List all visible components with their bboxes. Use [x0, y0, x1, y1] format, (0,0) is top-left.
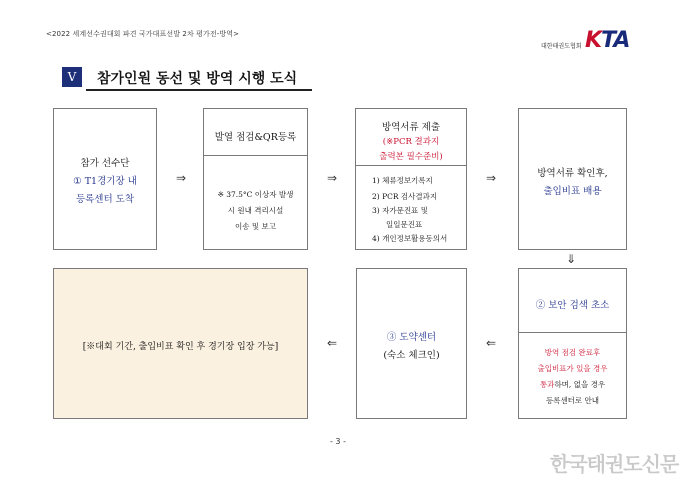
step-hotel-line2: (숙소 체크인): [383, 350, 440, 361]
documents-item: 3) 자가문진표 및: [372, 206, 428, 215]
step-fever-check-box: [203, 108, 308, 250]
section-underline: [86, 89, 312, 91]
step-arrival-line3: 등록센터 도착: [75, 194, 135, 205]
step-documents-print-note: 출력본 필수준비): [379, 152, 443, 162]
section-badge: V: [62, 67, 82, 87]
entry-notice-box: [53, 268, 308, 419]
step-fever-note3: 이송 및 보고: [235, 222, 276, 231]
step-security-line4: 등록센터로 안내: [545, 396, 600, 405]
arrow-left-2: ⇐: [327, 336, 338, 350]
step-documents-box: [355, 108, 467, 250]
documents-item: 2) PCR 검사결과지: [372, 192, 438, 201]
section-title: 참가인원 동선 및 방역 시행 도식: [97, 71, 298, 87]
step-arrival-box: [53, 108, 157, 250]
step-documents-title: 방역서류 제출: [381, 122, 441, 133]
arrow-down: ⇓: [566, 252, 577, 266]
documents-item: 일일문진표: [386, 220, 423, 229]
step-hotel-line1: ③ 도약센터: [386, 332, 437, 343]
step-fever-check-title: 발열 점검&QR등록: [214, 132, 297, 143]
step-pass-issue-line1: 방역서류 확인후,: [537, 168, 608, 179]
step-pass-issue-box: [518, 108, 627, 250]
step-security-line3: 통과하며, 없을 경우: [539, 380, 606, 389]
watermark: 한국태권도신문: [550, 452, 679, 476]
entry-notice-text: [※대회 기간, 출입비표 확인 후 경기장 입장 가능]: [82, 342, 279, 352]
arrow-right-1: ⇒: [176, 171, 187, 185]
step-security-red2: 출입비표가 있을 경우: [537, 364, 608, 373]
step-security-red1: 방역 점검 완료후: [544, 348, 601, 357]
step-security-box: [518, 268, 627, 419]
step-documents-pcr-note: (※PCR 결과지: [382, 137, 440, 147]
arrow-right-2: ⇒: [327, 171, 338, 185]
arrow-right-3: ⇒: [486, 171, 497, 185]
documents-item: 4) 개인정보활용동의서: [372, 234, 448, 243]
documents-item: 1) 체류정보기록지: [372, 176, 433, 185]
page-number: - 3 -: [330, 437, 346, 446]
arrow-left-1: ⇐: [486, 336, 497, 350]
step-hotel-box: [356, 268, 467, 419]
kta-logo: KTA: [585, 28, 630, 53]
step-security-title: ② 보안 검색 초소: [535, 300, 610, 311]
step-pass-issue-line2: 출입비표 배용: [543, 186, 602, 197]
header-note: <2022 세계선수권대회 파견 국가대표선발 2차 평가전-방역>: [46, 30, 240, 38]
step-fever-note1: ※ 37.5°C 이상자 발생: [217, 190, 294, 199]
step-fever-note2: 시 원내 격리시설: [227, 206, 284, 215]
step-arrival-line2: ① T1경기장 내: [73, 176, 137, 187]
step-arrival-line1: 참가 선수단: [80, 158, 130, 169]
logo-org-name: 대한태권도협회: [541, 43, 582, 50]
